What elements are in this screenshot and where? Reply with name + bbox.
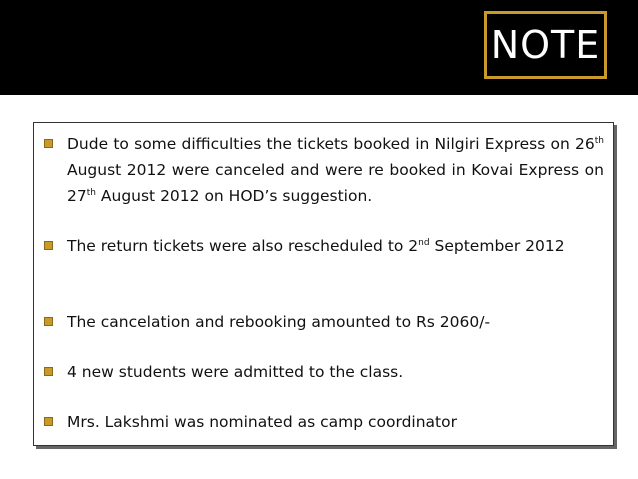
bullet-item-2	[44, 233, 604, 259]
bullet-item-5	[44, 409, 604, 435]
bullet-text: The cancelation and rebooking amounted to Rs 2060/-	[67, 313, 491, 331]
bullet-item-4	[44, 359, 604, 385]
bullet-text: 4 new students were admitted to the class.	[67, 363, 404, 381]
square-bullet-icon	[44, 417, 53, 426]
slide-title: NOTE	[490, 23, 601, 67]
square-bullet-icon	[44, 241, 53, 250]
bullet-text: Dude to some difficulties the tickets booked in Nilgiri Express on 26th August 2012 were canceled and were re booked in Kovai Express on 27th August 2012 on HOD’s suggestion.	[67, 135, 604, 205]
square-bullet-icon	[44, 139, 53, 148]
title-box	[484, 11, 607, 79]
content-box	[33, 122, 614, 446]
bullet-item-3	[44, 309, 604, 335]
bullet-text: The return tickets were also rescheduled to 2nd September 2012	[67, 237, 565, 255]
bullet-item-1	[44, 131, 604, 209]
bullet-text: Mrs. Lakshmi was nominated as camp coordinator	[67, 413, 457, 431]
square-bullet-icon	[44, 317, 53, 326]
square-bullet-icon	[44, 367, 53, 376]
